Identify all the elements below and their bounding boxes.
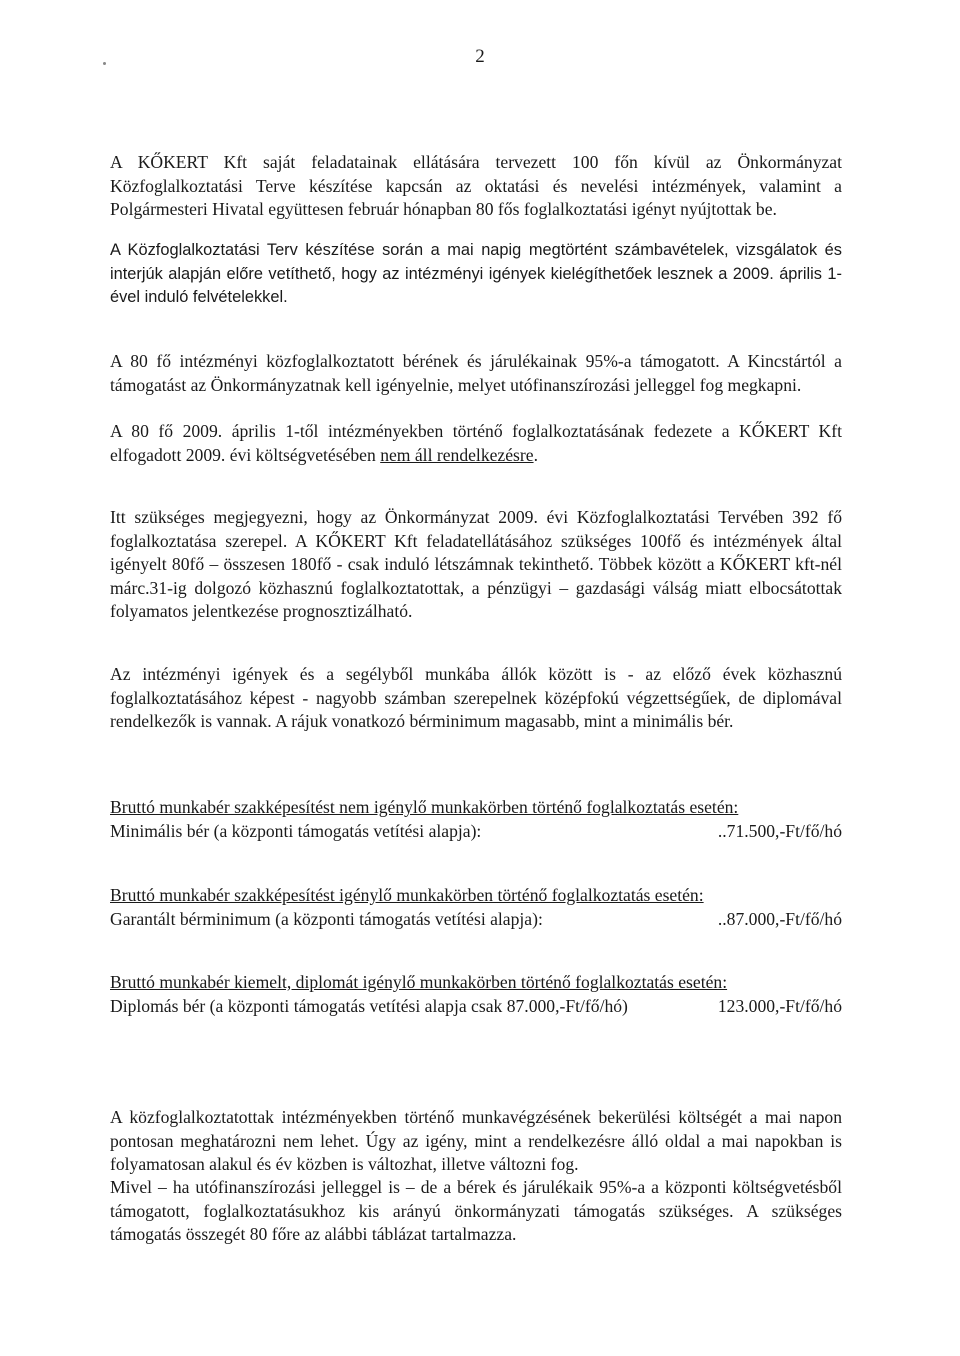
wage-heading: Bruttó munkabér kiemelt, diplomát igénylő munkakörben történő foglalkoztatás esetén:	[110, 972, 728, 992]
wage-row	[110, 908, 842, 932]
funding-underlined: nem áll rendelkezésre	[380, 444, 534, 465]
wage-heading: Bruttó munkabér szakképesítést igénylő munkakörben történő foglalkoztatás esetén:	[110, 885, 704, 905]
paragraph-costs: A közfoglalkoztatottak intézményekben történő munkavégzésének bekerülési költségét a mai napon pontosan meghatározni nem lehet. Úgy az igény, mint a rendelkezésre álló oldal a mai napokban is folyamatosan alakul és év közben is változhat, illetve változni fog.	[110, 1107, 842, 1175]
wage-heading: Bruttó munkabér szakképesítést nem igénylő munkakörben történő foglalkoztatás esetén:	[110, 797, 739, 817]
wage-block-graduate	[110, 971, 842, 1018]
wage-block-unskilled	[110, 796, 842, 843]
wage-label: Diplomás bér (a központi támogatás vetítési alapja csak 87.000,-Ft/fő/hó)	[110, 995, 628, 1016]
funding-end: .	[533, 444, 538, 465]
paragraph-plan-note: Itt szükséges megjegyezni, hogy az Önkormányzat 2009. évi Közfoglalkoztatási Tervében 392 fő foglalkoztatása szerepel. A KŐKERT Kft feladatellátásához szükséges 100fő és intézmények által igényelt 80fő – összesen 180fő - csak induló létszámnak tekinthető. Többek között a KŐKERT kft-nél márc.31-ig dolgozó közhasznú foglalkoztatottak, a pénzügyi – gazdasági válság miatt elbocsátottak folyamatos jelentkezése prognosztizálható.	[110, 507, 842, 622]
paragraph-plan: A Közfoglalkoztatási Terv készítése során a mai napig megtörtént számbavételek, vizsgálatok és interjúk alapján előre vetíthető, hogy az intézményi igények kielégíthetőek lesznek a 2009. április 1-ével induló felvételekkel.	[110, 241, 842, 307]
page-number: 2	[475, 46, 485, 67]
paragraph-intro: A KŐKERT Kft saját feladatainak ellátására tervezett 100 főn kívül az Önkormányzat Közfoglalkoztatási Terve készítése kapcsán az oktatási és nevelési intézmények, valamint a Polgármesteri Hivatal együttesen február hónapban 80 fős foglalkoztatási igényt nyújtottak be.	[110, 152, 842, 220]
wage-row	[110, 995, 842, 1019]
paragraph-support: A 80 fő intézményi közfoglalkoztatott bérének és járulékainak 95%-a támogatott. A Kincstártól a támogatást az Önkormányzatnak kell igényelnie, melyet utófinanszírozási jelleggel fog megkapni.	[110, 351, 842, 395]
wage-value: ..71.500,-Ft/fő/hó	[717, 820, 842, 841]
wage-label: Minimális bér (a központi támogatás vetítési alapja):	[110, 820, 482, 841]
funding-text: A 80 fő 2009. április 1-től intézményekben történő foglalkoztatásának fedezete a KŐKERT Kft elfogadott 2009. évi költségvetésében	[110, 421, 842, 465]
paragraph-funding	[110, 420, 842, 467]
paragraph-subsidy: Mivel – ha utófinanszírozási jelleggel is – de a bérek és járulékaik 95%-a a központi költségvetésből támogatott, foglalkoztatásukhoz kis arányú önkormányzati támogatás szükséges. A szükséges támogatás összegét 80 főre az alábbi táblázat tartalmazza.	[110, 1177, 842, 1245]
wage-value: ..87.000,-Ft/fő/hó	[717, 908, 842, 929]
wage-value: 123.000,-Ft/fő/hó	[717, 995, 842, 1016]
wage-block-skilled	[110, 884, 842, 931]
wage-label: Garantált bérminimum (a központi támogatás vetítési alapja):	[110, 908, 543, 929]
paragraph-qualifications: Az intézményi igények és a segélyből munkába állók között is - az előző évek közhasznú foglalkoztatásához képest - nagyobb számban szerepelnek középfokú végzettségűek, de diplomával rendelkezők is vannak. A rájuk vonatkozó bérminimum magasabb, mint a minimális bér.	[110, 664, 842, 732]
wage-row	[110, 820, 842, 844]
